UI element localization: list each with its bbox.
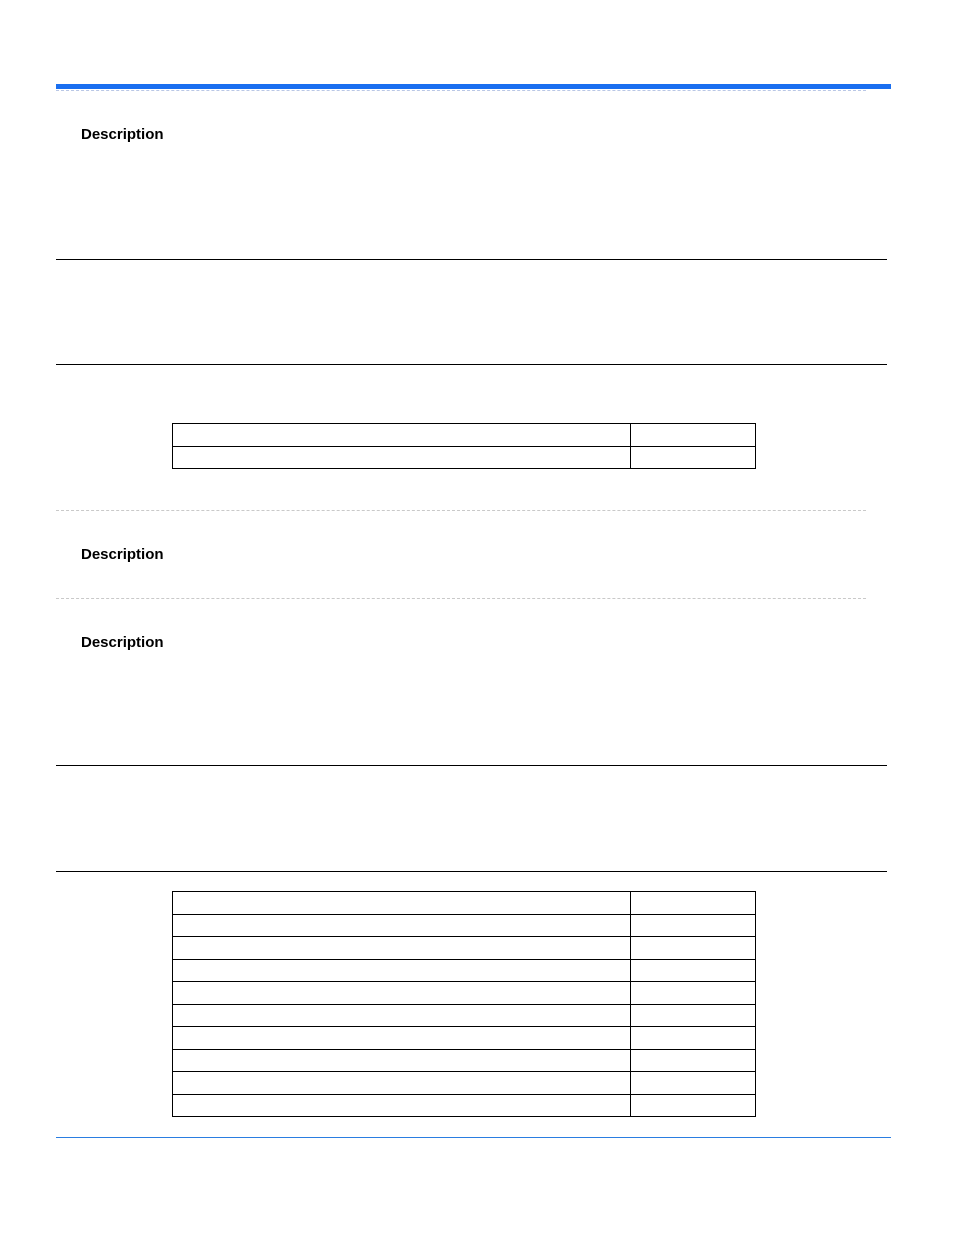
section-heading: Description (81, 126, 164, 143)
table-cell (173, 1094, 631, 1117)
data-table-1 (172, 423, 756, 469)
table-cell (173, 446, 631, 469)
table-cell (173, 982, 631, 1005)
table-row (173, 982, 756, 1005)
table-cell (631, 1004, 756, 1027)
table-cell (631, 1049, 756, 1072)
table-row (173, 424, 756, 447)
table-row (173, 446, 756, 469)
section-heading: Description (81, 634, 164, 651)
table-cell (631, 1072, 756, 1095)
horizontal-rule (56, 871, 887, 872)
table-row (173, 892, 756, 915)
footer-divider (56, 1137, 891, 1138)
horizontal-rule (56, 259, 887, 260)
horizontal-rule (56, 765, 887, 766)
header-accent-bar (56, 84, 891, 89)
table-row (173, 959, 756, 982)
table-row (173, 1049, 756, 1072)
table-row (173, 1004, 756, 1027)
table-cell (631, 914, 756, 937)
table-row (173, 1072, 756, 1095)
table-cell (631, 1027, 756, 1050)
table-cell (631, 1094, 756, 1117)
table-cell (173, 937, 631, 960)
table-cell (173, 1027, 631, 1050)
table-row (173, 1027, 756, 1050)
table-cell (173, 1004, 631, 1027)
table-cell (631, 959, 756, 982)
table-cell (631, 982, 756, 1005)
table-row (173, 1094, 756, 1117)
table-row (173, 937, 756, 960)
table-row (173, 914, 756, 937)
section-dashed-divider (56, 510, 866, 511)
table-cell (173, 959, 631, 982)
table-cell (631, 446, 756, 469)
table-cell (173, 424, 631, 447)
section-heading: Description (81, 546, 164, 563)
table-cell (173, 892, 631, 915)
table-cell (631, 937, 756, 960)
table-cell (173, 1049, 631, 1072)
section-dashed-divider (56, 598, 866, 599)
data-table-2 (172, 891, 756, 1117)
table-cell (631, 424, 756, 447)
table-cell (173, 914, 631, 937)
header-dashed-divider (56, 90, 866, 91)
table-cell (631, 892, 756, 915)
table-cell (173, 1072, 631, 1095)
horizontal-rule (56, 364, 887, 365)
